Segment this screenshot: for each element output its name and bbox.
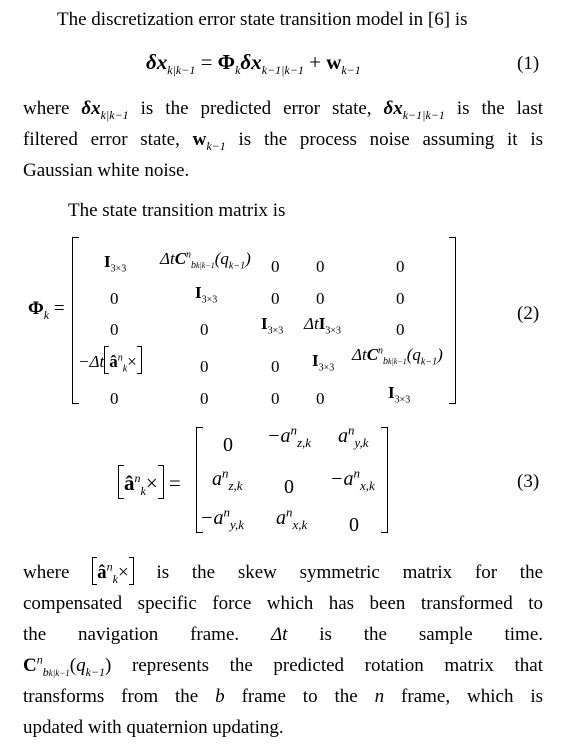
para1-last-text: is the last (456, 98, 544, 119)
para1-noise-text: is the process noise assuming it is (238, 129, 543, 150)
eq2-r2c5: 0 (396, 289, 405, 308)
para2-compensated-text: compensated specific force which has been transformed to (23, 593, 543, 614)
eq3-r3c2: $a^n_{x,k}$ (276, 504, 308, 532)
eq2-phi: Φ (28, 298, 44, 319)
matrix-intro-text: The state transition matrix is (68, 200, 286, 221)
eq2-r1c2: $\Delta tC^n_{bk|k-1}(q_{k-1})$ (160, 249, 251, 272)
para2-which-text: frame, which is (401, 686, 544, 707)
eq1-rhs-sub: k−1|k−1 (261, 63, 304, 78)
para2-dt: Δt (270, 624, 288, 645)
eq3-r1c1: 0 (223, 434, 233, 456)
eq2-r3c1: 0 (110, 320, 119, 339)
eq3-r2c1: $a^n_{z,k}$ (212, 465, 243, 493)
para2-navigation-text: the navigation frame. (23, 624, 240, 645)
eq2-r5c2: 0 (200, 389, 209, 408)
eq1-phi-sub: k (235, 63, 241, 78)
eq2-r3c5: 0 (396, 320, 405, 339)
eq2-number: (2) (517, 303, 540, 324)
eq1-lhs-sub: k|k−1 (167, 63, 196, 78)
para2-transforms-text: transforms from the (23, 686, 199, 707)
para2-C-symbol: $C^n_{bk|k-1}(q_{k-1})$ (23, 652, 112, 679)
eq2-r4c5: $\Delta tC^n_{bk|k-1}(q_{k-1})$ (352, 345, 443, 368)
eq3-lhs: $â^n_k\times$ = (118, 465, 181, 499)
para1-dx-filt: δx (383, 98, 403, 119)
eq2-r1c1: $I_{3\times 3}$ (104, 252, 127, 275)
eq2-r2c3: 0 (271, 289, 280, 308)
eq2-r5c4: 0 (316, 389, 325, 408)
eq1-lhs: δx (146, 50, 168, 74)
eq1-phi: Φ (217, 50, 236, 74)
para2-where: where (23, 562, 70, 583)
eq2-r1c4: 0 (316, 257, 325, 276)
para2-n-frame: n (374, 686, 385, 707)
eq2-left-bracket (72, 237, 79, 404)
para1-dx-pred: δx (81, 98, 101, 119)
eq1-w: w (326, 50, 342, 74)
eq2-r5c3: 0 (271, 389, 280, 408)
eq2-r2c1: 0 (110, 289, 119, 308)
eq2-r3c3: $I_{3\times 3}$ (261, 314, 284, 337)
para1-filtered-text: filtered error state, (23, 129, 180, 150)
eq2-phi-sub: k (43, 307, 50, 322)
eq3-r3c1: $-a^n_{y,k}$ (200, 504, 245, 532)
eq2-r3c2: 0 (200, 320, 209, 339)
eq2-r4c1: −Δt $â^n_k\times$ (78, 346, 142, 374)
eq1-equals: = (200, 50, 213, 74)
paragraph-1 (23, 93, 543, 186)
eq1-w-sub: k−1 (341, 63, 361, 78)
eq2-right-bracket (449, 237, 456, 404)
eq2-r3c4: ΔtI$_{3\times 3}$ (304, 314, 341, 337)
para1-dx-pred-sub: k|k−1 (100, 107, 129, 122)
eq2-r5c1: 0 (110, 389, 119, 408)
eq3-r1c2: $-a^n_{z,k}$ (267, 422, 312, 450)
eq2-r4c4: $I_{3\times 3}$ (312, 351, 335, 374)
eq2-lhs: $\Phi_k$ = (28, 298, 65, 322)
eq2-r1c3: 0 (271, 257, 280, 276)
para2-quaternion-text: updated with quaternion updating. (23, 717, 284, 738)
para1-w-sub: k−1 (206, 138, 226, 153)
para2-b-frame: b (215, 686, 225, 707)
eq2-r2c4: 0 (316, 289, 325, 308)
eq1-number: (1) (517, 53, 540, 74)
intro-text: The discretization error state transition model in [6] is (57, 9, 468, 30)
paragraph-2: where $â^n_k\times$ is the skew symmetric matrix for the compensated specific force which has been transformed to the navigation frame. Δt is the sample time. $C^n_{bk|k-1}(q_{k-1})$ represents the predicted rotation matrix that transforms from the b frame to the n frame, which is updated with quaternion updating. (23, 557, 543, 743)
para1-where: where (23, 98, 70, 119)
para2-skew-text: is the skew symmetric matrix for the (156, 562, 544, 583)
eq2-r4c2: 0 (200, 357, 209, 376)
eq2-r5c5: $I_{3\times 3}$ (388, 383, 411, 406)
eq3-number: (3) (517, 471, 540, 492)
para1-w: w (192, 129, 207, 150)
eq3-r2c2: 0 (284, 476, 294, 498)
para1-predicted-state-text: is the predicted error state, (140, 98, 372, 119)
eq1-plus: + (309, 50, 321, 74)
eq2-r2c2: $I_{3\times 3}$ (195, 283, 218, 306)
eq2-r4c3: 0 (271, 357, 280, 376)
para1-dx-filt-sub: k−1|k−1 (402, 107, 445, 122)
para1-gaussian-text: Gaussian white noise. (23, 160, 190, 181)
eq1-rhs-dx: δx (240, 50, 262, 74)
eq3-right-bracket (381, 427, 388, 533)
eq3-r2c3: $-a^n_{x,k}$ (330, 465, 375, 493)
eq3-r3c3: 0 (349, 514, 359, 536)
para2-frame-to-text: frame to the (241, 686, 358, 707)
eq2-r1c5: 0 (396, 257, 405, 276)
para2-sample-time-text: is the sample time. (319, 624, 543, 645)
equation-1 (146, 50, 361, 78)
para2-rotation-text: represents the predicted rotation matrix that (131, 655, 543, 676)
eq3-r1c3: $a^n_{y,k}$ (338, 422, 369, 450)
